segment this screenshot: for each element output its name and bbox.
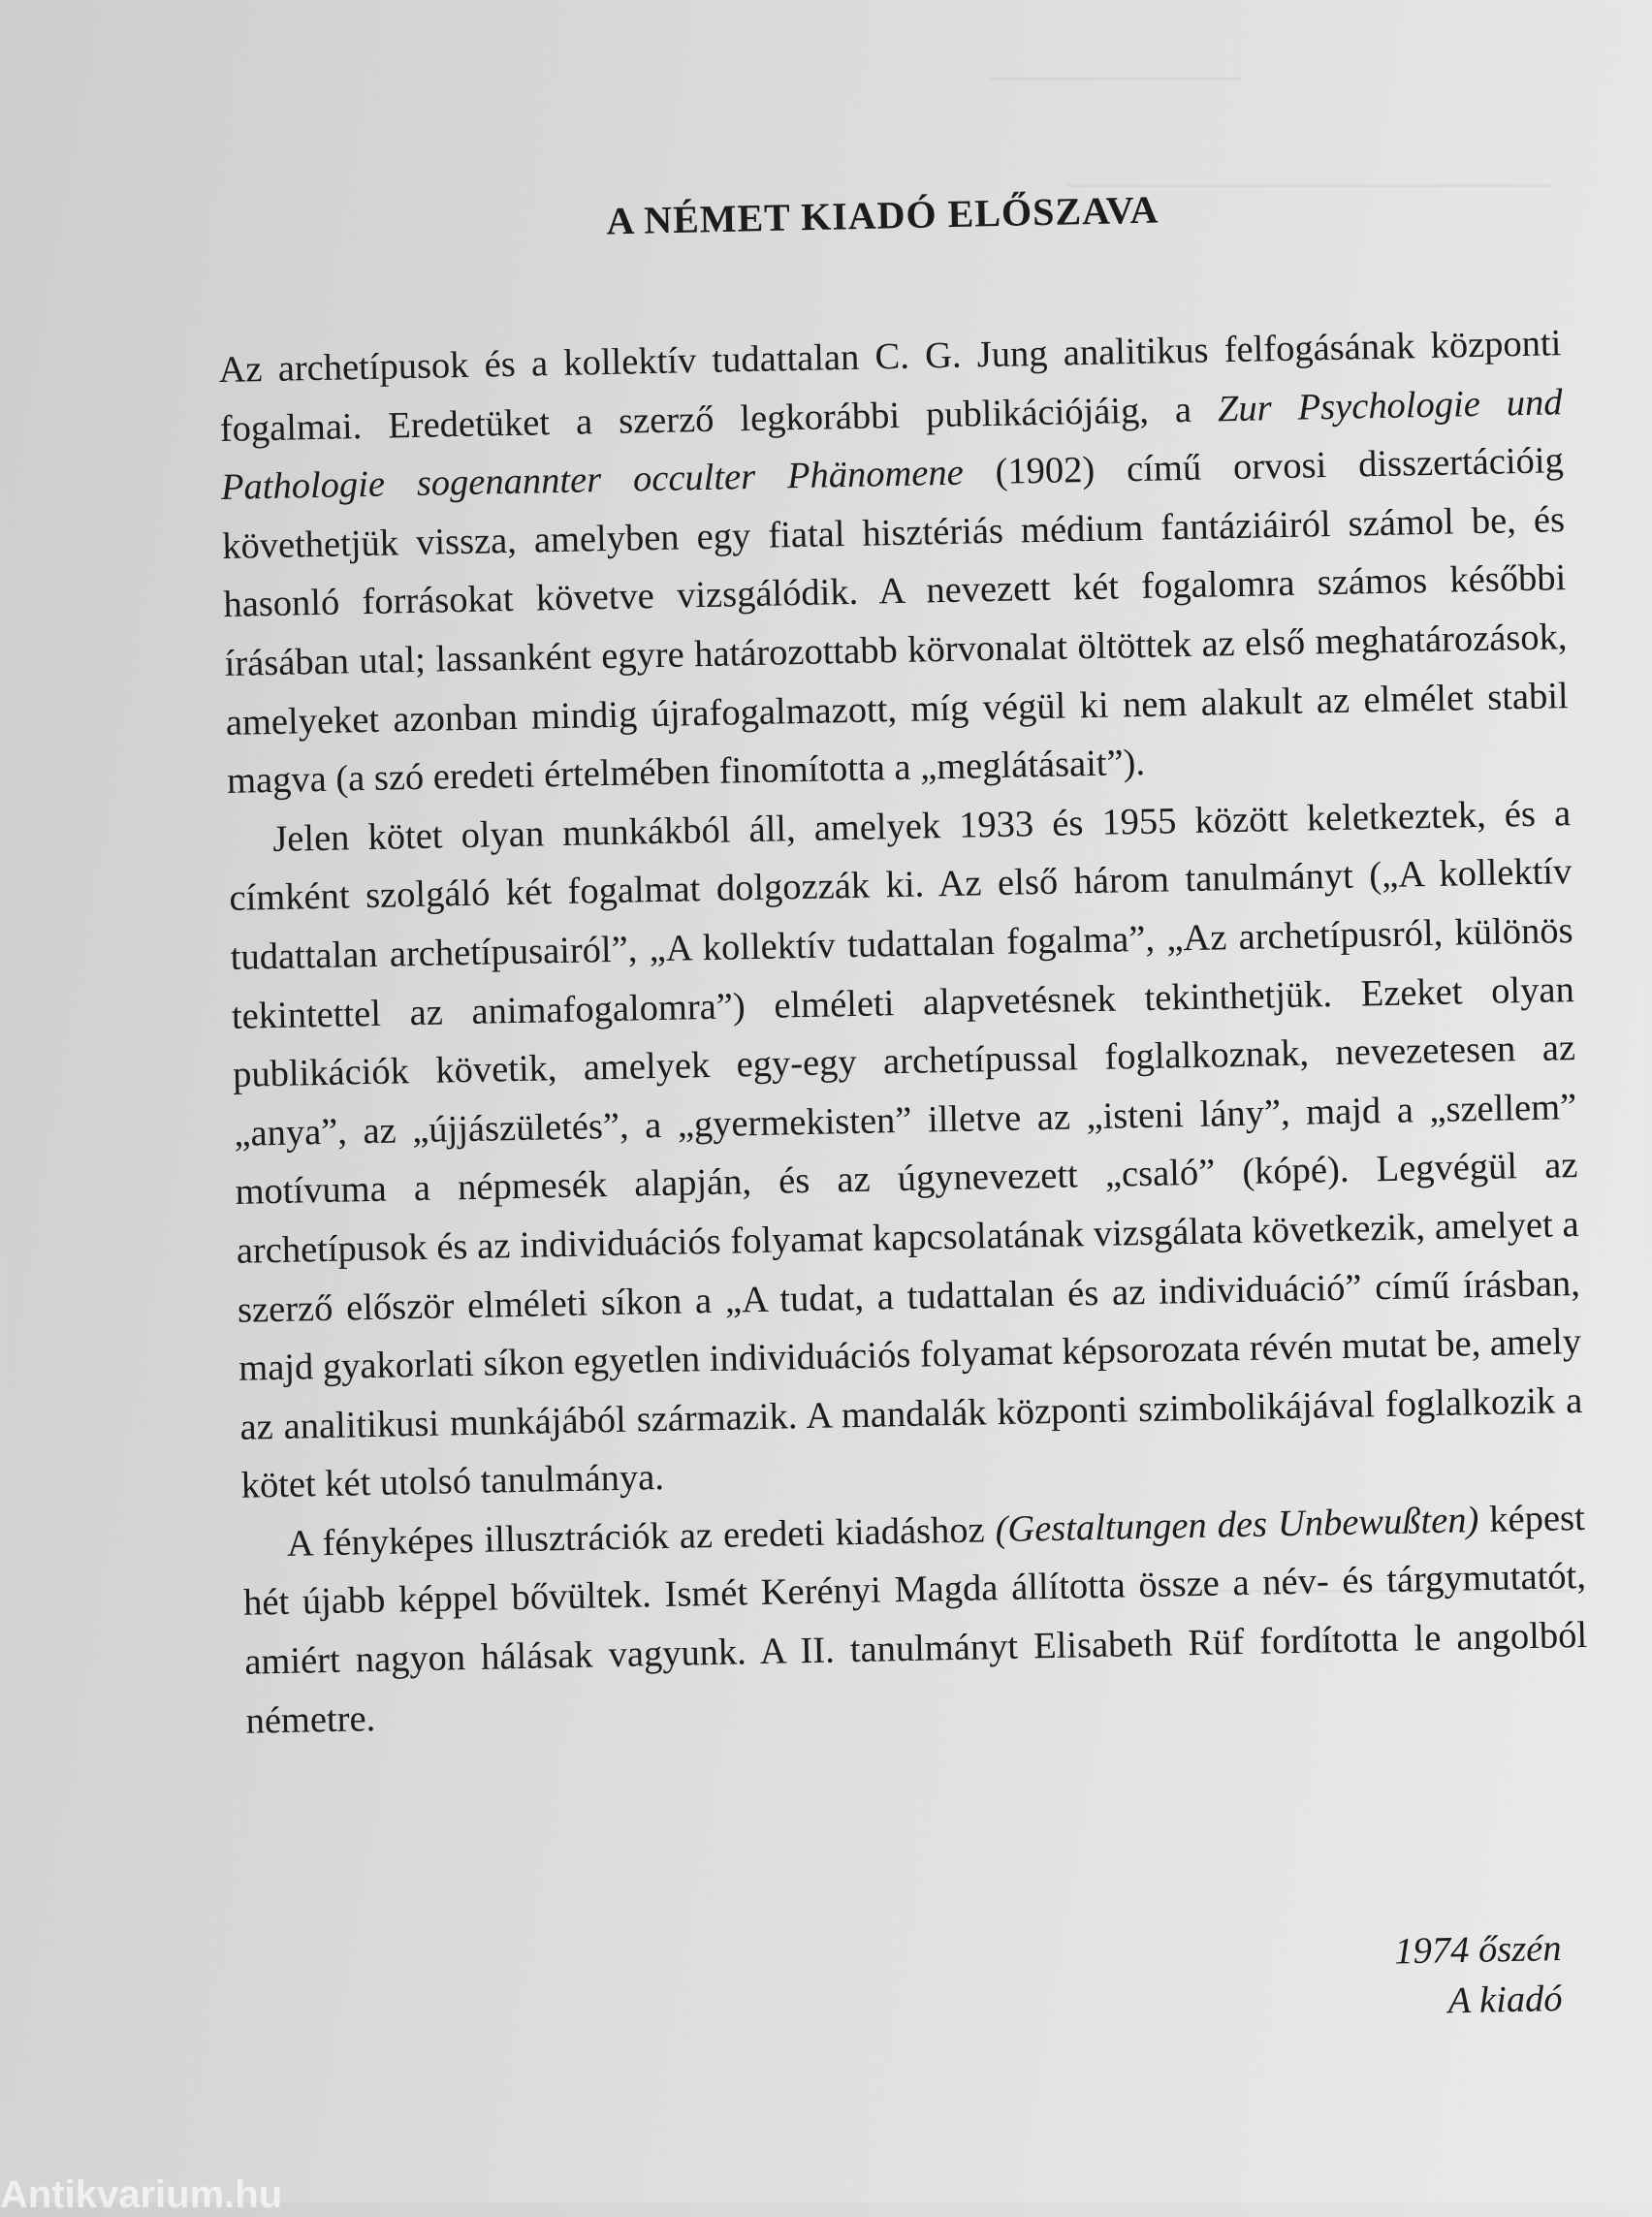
paragraph-3-text-b: képest hét újabb képpel bővültek. Ismét Kerényi Magda állította össze a név- és tárgymutatót, amiért nagyon hálásak vagyunk. A II. tanulmányt Elisabeth Rüf fordította le angolból németre. <box>242 1497 1588 1742</box>
site-watermark: Antikvarium.hu <box>0 2173 283 2216</box>
signature-author: A kiadó <box>1447 1978 1563 2022</box>
paragraph-1-text-b: (1902) című orvosi disszertációig követhetjük vissza, amelyben egy fiatal hisztériás médium fantáziáiról számol be, és hasonló forrásokat követve vizsgálódik. A nevezett két fogalomra számos későbbi írásában utal; lassanként egyre határozottabb körvonalat öltöttek az első meghatározások, amelyeket azonban mindig újrafogalmazott, míg végül ki nem alakult az elmélet stabil magva (a szó eredeti értelmében finomította a „meglátásait”). <box>221 440 1570 803</box>
bleed-through-line <box>989 78 1241 80</box>
paragraph-3-italic-title: (Gestaltungen des Unbewußten) <box>995 1500 1479 1551</box>
paragraph-1 <box>218 314 1570 810</box>
paragraph-3-text-a: A fényképes illusztrációk az eredeti kiadáshoz <box>286 1509 997 1565</box>
paragraph-1-italic-title: Zur Psychologie und Pathologie sogenannter occulter Phänomene <box>220 381 1563 509</box>
preface-body <box>218 314 1589 1751</box>
page-title: A NÉMET KIADÓ ELŐSZAVA <box>606 187 1160 243</box>
paragraph-1-text-a: Az archetípusok és a kollektív tudattalan C. G. Jung analitikus felfogásának központi fogalmai. Eredetüket a szerző legkorábbi publikációjáig, a <box>218 323 1562 450</box>
signature-block <box>1260 1923 1563 2030</box>
signature-date: 1974 őszén <box>1393 1927 1562 1973</box>
paragraph-3 <box>241 1489 1589 1751</box>
paragraph-2: Jelen kötet olyan munkákból áll, amelyek 1933 és 1955 között keletkeztek, és a címként szolgáló két fogalmat dolgozzák ki. Az első három tanulmányt („A kollektív tudattalan archetípusairól”, „A kollektív tudattalan fogalma”, „Az archetípusról, különös tekintettel az animafogalomra”) elméleti alapvetésnek tekinthetjük. Ezeket olyan publikációk követik, amelyek egy-egy archetípussal foglalkoznak, nevezetesen az „anya”, az „újjászületés”, a „gyermekisten” illetve az „isteni lány”, majd a „szellem” motívuma a népmesék alapján, és az úgynevezett „csaló” (kópé). Legvégül az archetípusok és az individuációs folyamat kapcsolatának vizsgálata következik, amelyet a szerző először elméleti síkon a „A tudat, a tudattalan és az individuáció” című írásban, majd gyakorlati síkon egyetlen individuációs folyamat képsorozata révén mutat be, amely az analitikusi munkájából származik. A mandalák központi szimbolikájával foglalkozik a kötet két utolsó tanulmánya. <box>229 792 1583 1507</box>
